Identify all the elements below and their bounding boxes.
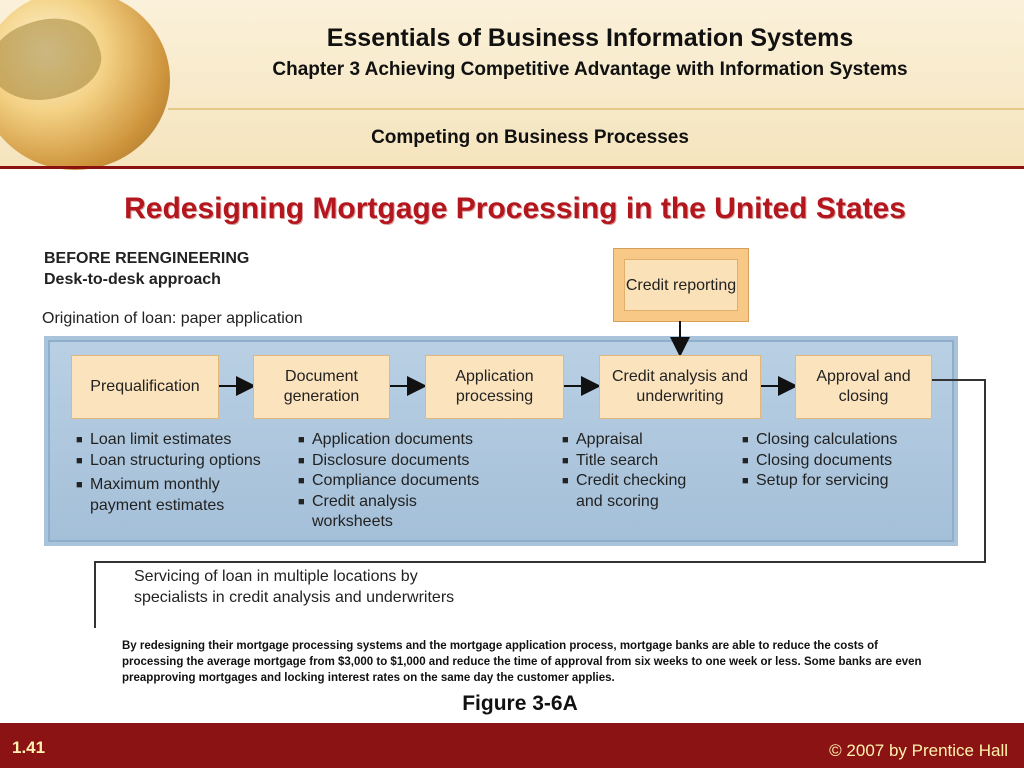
diagram-heading-line1: BEFORE REENGINEERING: [44, 250, 250, 267]
section-title: Competing on Business Processes: [371, 127, 689, 148]
list-item: ■ Closing documents: [742, 451, 893, 469]
list-item: ■ Credit checking and scoring: [562, 472, 687, 510]
figure-caption: [110, 630, 940, 695]
list-item: ■ Appraisal: [562, 431, 643, 448]
copyright: © 2007 by Prentice Hall: [829, 741, 1008, 760]
header-divider: [168, 108, 1024, 110]
list-item: ■ Title search: [562, 451, 659, 469]
approval-closing-bullets: [742, 430, 947, 492]
diagram-heading: [44, 248, 249, 290]
header-rule: [0, 166, 1024, 169]
step-application-processing: Application processing: [425, 355, 564, 419]
list-item: ■ Application documents: [298, 431, 473, 448]
chapter-title: Chapter 3 Achieving Competitive Advantage with Information Systems: [272, 59, 908, 80]
step-approval-closing: Approval and closing: [795, 355, 932, 419]
step-document-generation: Document generation: [253, 355, 390, 419]
caption-text: By redesigning their mortgage processing systems and the mortgage application process, mortgage banks are able to reduce the costs of processing the average mortgage from $3,000 to $1,000 and reduce the time of approval from six weeks to one week or less. Some banks are even preapproving mortgages and locking interest rates on the same day the customer applies.: [122, 640, 922, 684]
step-credit-analysis: Credit analysis and underwriting: [599, 355, 761, 419]
list-item: ■ Maximum monthly payment estimates: [76, 476, 225, 514]
list-item: ■ Compliance documents: [298, 472, 480, 489]
servicing-label: Servicing of loan in multiple locations by specialists in credit analysis and underwriters: [134, 568, 455, 606]
credit-reporting-label: Credit reporting: [624, 259, 738, 311]
list-item: ■ Disclosure documents: [298, 451, 470, 469]
slide-title: Redesigning Mortgage Processing in the United States: [124, 192, 906, 225]
list-item: ■ Credit analysis worksheets: [298, 492, 417, 530]
list-item: ■ Closing calculations: [742, 431, 898, 448]
diagram-heading-line2: Desk-to-desk approach: [44, 271, 221, 288]
globe-logo: [0, 0, 170, 170]
figure-label: Figure 3-6A: [462, 692, 578, 715]
list-item: ■ Loan structuring options: [76, 451, 261, 469]
origination-label: Origination of loan: paper application: [42, 310, 303, 327]
step-prequalification: Prequalification: [71, 355, 219, 419]
list-item: ■ Loan limit estimates: [76, 431, 232, 448]
credit-analysis-bullets: [562, 430, 732, 512]
document-generation-bullets: [298, 430, 538, 533]
list-item: ■ Setup for servicing: [742, 472, 889, 489]
prequalification-bullets: [76, 430, 281, 516]
slide-number: 1.41: [12, 738, 46, 757]
credit-reporting-box: [613, 248, 749, 322]
course-title: Essentials of Business Information Systems: [326, 24, 854, 52]
